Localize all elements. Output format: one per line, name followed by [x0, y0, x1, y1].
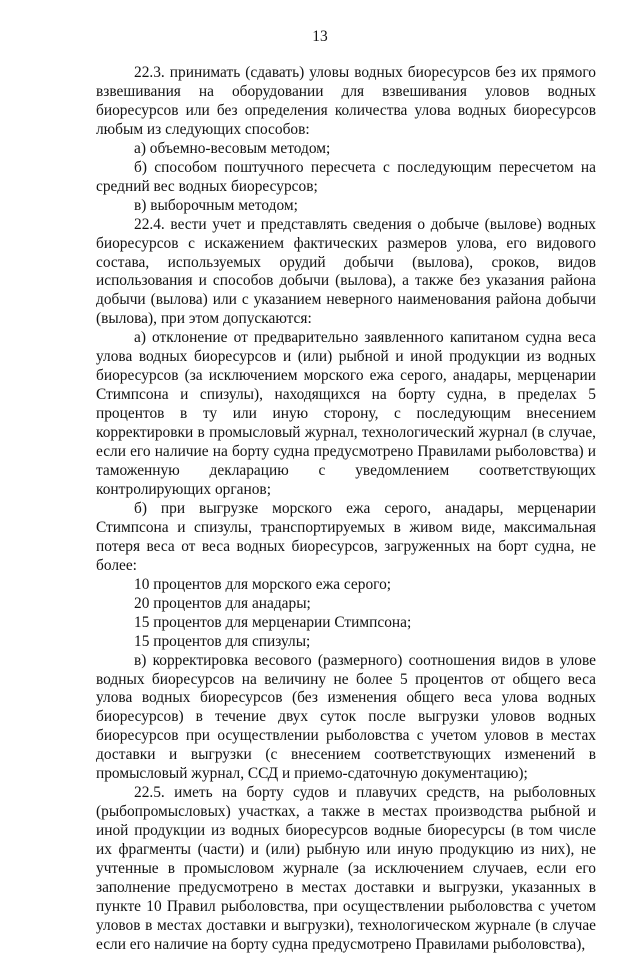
paragraph-22-3-v: в) выборочным методом;	[134, 196, 298, 214]
list-item-mercenaria: 15 процентов для мерценарии Стимпсона;	[134, 613, 412, 631]
paragraph-22-3: 22.3. принимать (сдавать) уловы водных биоресурсов без их прямого взвешивания на оборудовании для взвешивания уловов водных биоресурсов или без определения количества улова водных биоресурсов любым из следующих способов:	[96, 64, 596, 138]
paragraph-22-4-a: а) отклонение от предварительно заявленного капитаном судна веса улова водных биоресурсов и (или) рыбной и иной продукции из водных биоресурсов (за исключением морского ежа серого, анадары, мерценарии Стимпсона и спизулы), находящихся на борту судна, в пределах 5 процентов в ту или иную сторону, с последующим внесением корректировки в промысловый журнал, технологический журнал (в случае, если его наличие на борту судна предусмотрено Правилами рыболовства) и таможенную декларацию с уведомлением соответствующих контролирующих органов;	[96, 329, 596, 498]
list-item-anadara: 20 процентов для анадары;	[134, 594, 311, 612]
paragraph-22-4: 22.4. вести учет и представлять сведения о добыче (вылове) водных биоресурсов с искажением фактических размеров улова, его видового состава, используемых орудий добычи (вылова), сроков, видов использования и способов добычи (вылова), а также без указания района добычи (вылова) или с указанием неверного наименования района добычи (вылова), при этом допускаются:	[96, 215, 596, 328]
paragraph-22-4-v: в) корректировка весового (размерного) соотношения видов в улове водных биоресурсов на величину не более 5 процентов от общего веса улова водных биоресурсов (без изменения общего веса улова водных биоресурсов) в течение двух суток после выгрузки уловов водных биоресурсов при осуществлении рыболовства с учетом уловов в местах доставки и выгрузки (с внесением соответствующих изменений в промысловый журнал, ССД и приемо-сдаточную документацию);	[96, 651, 596, 783]
document-body	[96, 64, 596, 955]
paragraph-22-3-b: б) способом поштучного пересчета с последующим пересчетом на средний вес водных биоресурсов;	[96, 158, 596, 195]
paragraph-22-5: 22.5. иметь на борту судов и плавучих средств, на рыболовных (рыбопромысловых) участках, а также в местах производства рыбной и иной продукции из водных биоресурсов водные биоресурсы (в том числе их фрагменты (части) и (или) рыбную или иную продукцию из них), не учтенные в промысловом журнале (за исключением случаев, если его заполнение предусмотрено в местах доставки и выгрузки, указанных в пункте 10 Правил рыболовства, при осуществлении рыболовства с учетом уловов в местах доставки и выгрузки), технологическом журнале (в случае если его наличие на борту судна предусмотрено Правилами рыболовства),	[96, 784, 596, 953]
paragraph-22-4-b: б) при выгрузке морского ежа серого, анадары, мерценарии Стимпсона и спизулы, транспортируемых в живом виде, максимальная потеря веса от веса водных биоресурсов, загруженных на борт судна, не более:	[96, 499, 596, 574]
page-number: 13	[312, 28, 328, 45]
list-item-spisula: 15 процентов для спизулы;	[134, 632, 311, 650]
paragraph-22-3-a: а) объемно-весовым методом;	[134, 139, 331, 157]
list-item-sea-urchin: 10 процентов для морского ежа серого;	[134, 575, 392, 593]
